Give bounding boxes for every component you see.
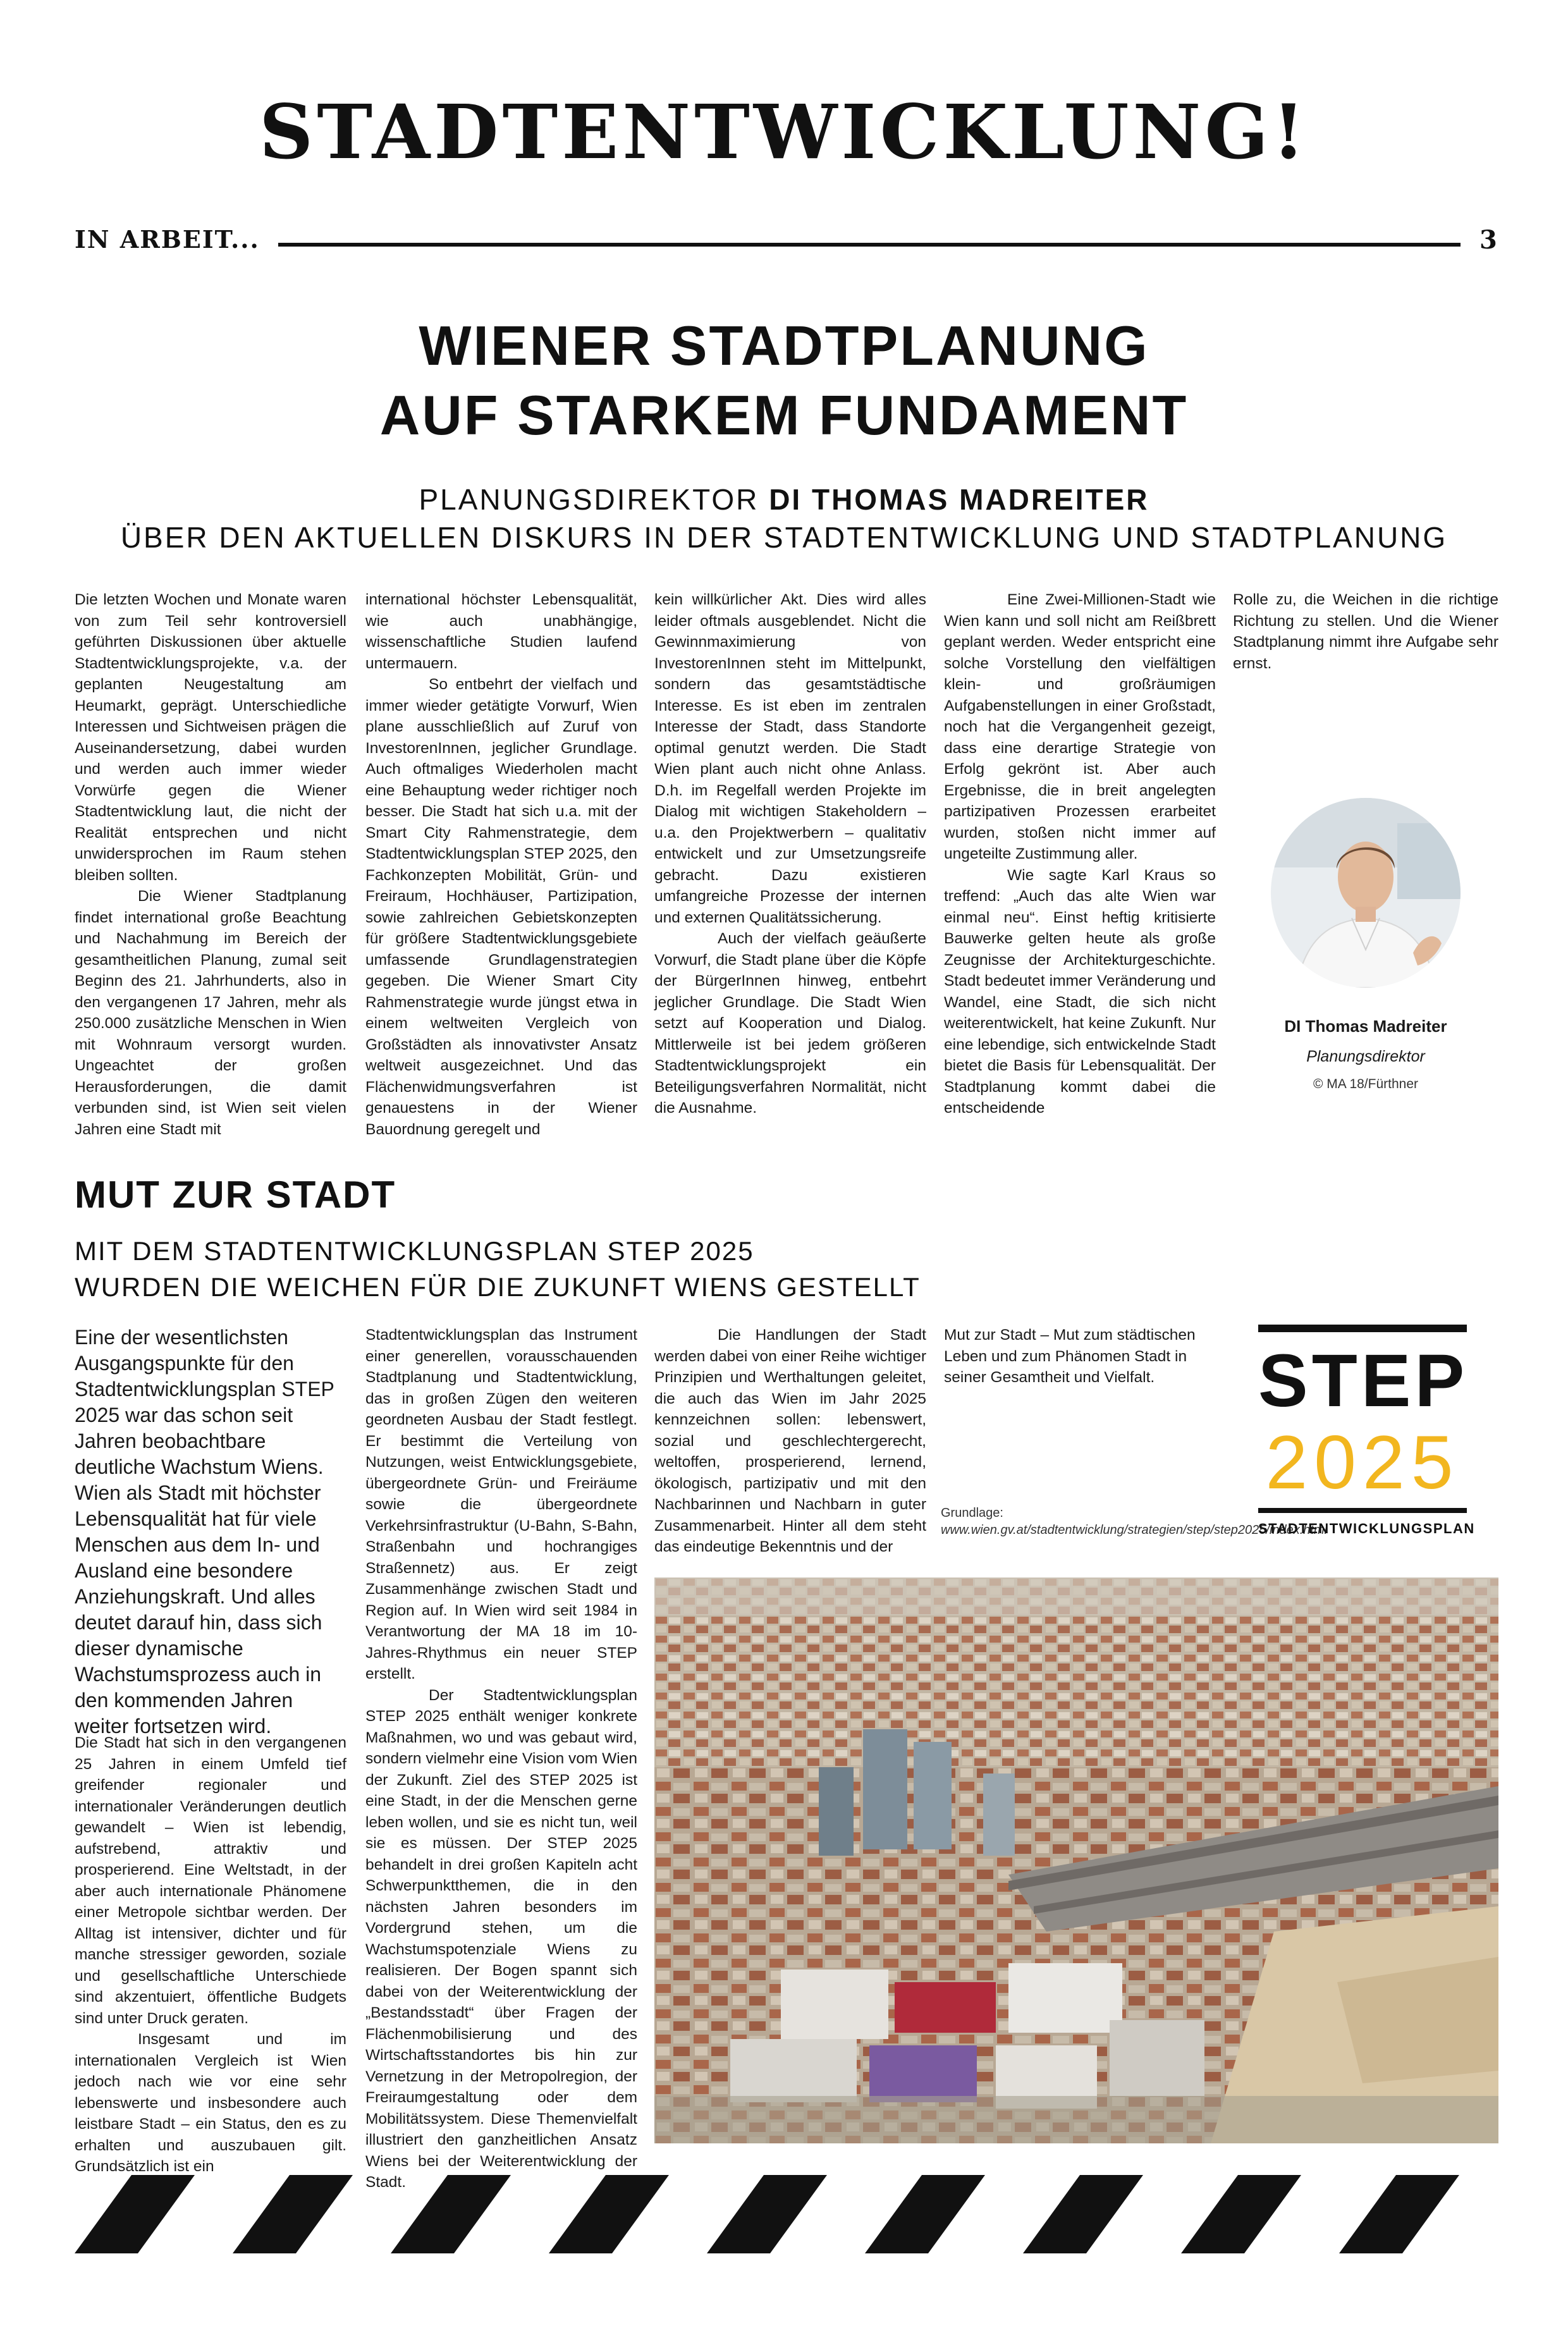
article1-column-5 [1233,589,1498,674]
header-rule [278,243,1461,247]
article2-column-1 [75,1732,346,2178]
photo-caption-role: Planungsdirektor [1306,1048,1425,1065]
article2-title: MUT ZUR STADT [75,1173,396,1216]
masthead-title: STADTENTWICKLUNG! [259,88,1309,176]
article-subtitle-line2: ÜBER DEN AKTUELLEN DISKURS IN DER STADTENTWICKLUNG UND STADTPLANUNG [120,521,1448,554]
paragraph: Die Stadt hat sich in den vergangenen 25 Jahren in einem Umfeld tief greifender regionaler und internationaler Veränderungen deutlich gewandelt – Wien ist lebendig, aufstrebend, attraktiv und prosperierend. Eine Weltstadt, in der aber auch internationale Phänomene einer Metropole sichtbar werden. Der Alltag ist intensiver, dichter und für manche stressiger geworden, soziale und gesellschaftliche Unterschiede sind akzentuiert, öffentliche Budgets sind unter Druck geraten. [75,1734,346,2027]
article-title [0,311,1568,450]
paragraph: Stadtentwicklungsplan das Instrument einer generellen, vorausschauenden Stadtplanung und Stadtentwicklung, das in großen Zügen den weiteren geordneten Ausbau der Stadt festlegt. Er bestimmt die Verteilung von Nutzungen, weist Entwicklungsgebiete, übergeordnete Grün- und Freiräume sowie die übergeordnete Verkehrsinfrastruktur (U-Bahn, S-Bahn, Straßenbahn und hochrangiges Straßennetz) aus. Er zeigt Zusammenhänge zwischen Stadt und Region auf. In Wien wird seit 1984 in Verantwortung der MA 18 im 10-Jahres-Rhythmus ein neuer STEP erstellt. [365,1326,637,1682]
article2-lead: Eine der wesentlichsten Ausgangspunkte für den Stadtentwicklungsplan STEP 2025 war das schon seit Jahren beobachtbare deutliche Wachstum Wiens. Wien als Stadt mit höchster Lebensqualität hat für viele Menschen aus dem In- und Ausland eine besondere Anziehungskraft. Und alles deutet darauf hin, dass sich dieser dynamische Wachstumsprozess auch in den kommenden Jahren weiter fortsetzen wird. [75,1326,334,1737]
article1-column-1 [75,589,346,1140]
portrait-image [1271,798,1461,988]
paragraph: Rolle zu, die Weichen in die richtige Richtung zu stellen. Und die Wiener Stadtplanung nimmt ihre Aufgabe sehr ernst. [1233,591,1498,672]
article1-column-4 [944,589,1216,1119]
paragraph: Eine Zwei-Millionen-Stadt wie Wien kann und soll nicht am Reißbrett geplant werden. Weder entspricht eine solche Vorstellung den vielfältigen klein- und großräumigen Aufgabenstellungen in einer Großstadt, noch hat die Vergangenheit gezeigt, dass eine derartige Strategie von Erfolg gekrönt ist. Aber auch Ergebnisse, die in breit angelegten partizipativen Prozessen erarbeitet wurden, stoßen nicht immer auf ungeteilte Zustimmung aller. [944,591,1216,862]
paragraph: Die Wiener Stadtplanung findet international große Beachtung und Nachahmung im Bereich der gesamtheitlichen Planung, zumal seit Beginn des 21. Jahrhunderts, also in den vergangenen 17 Jahren, mehr als 250.000 zusätzliche Menschen in Wien mit Wohnraum versorgt wurden. Ungeachtet der großen Herausforderungen, die damit verbunden sind, ist Wien seit vielen Jahren eine Stadt mit [75,888,346,1138]
logo-word: STEP [1258,1339,1469,1423]
article1-column-2 [365,589,637,1140]
article2-subtitle-line1: MIT DEM STADTENTWICKLUNGSPLAN STEP 2025 [75,1236,754,1266]
article-title-line1: WIENER STADTPLANUNG [419,314,1149,377]
article1-column-3 [654,589,926,1119]
logo-subline: STADTENTWICKLUNGSPLAN [1258,1521,1475,1536]
article2-subtitle [75,1233,921,1305]
article-title-line2: AUF STARKEM FUNDAMENT [379,384,1189,446]
paragraph: Insgesamt und im internationalen Vergleich ist Wien jedoch nach wie vor eine sehr lebenswerte und insbesondere auch leistbare Stadt – ein Status, den es zu erhalten und auszubauen gilt. Grundsätzlich ist ein [75,2031,346,2175]
paragraph: international höchster Lebensqualität, wie auch unabhängige, wissenschaftliche Studien laufend untermauern. [365,591,637,672]
article2-column-3 [654,1325,926,1558]
paragraph: Die Handlungen der Stadt werden dabei von einer Reihe wichtiger Prinzipien und Werthaltungen geleitet, die auch das Wien im Jahr 2025 kennzeichnen sollen: lebenswert, sozial und geschlechtergerecht, weltoffen, prosperierend, lernend, ökologisch, partizipativ und mit den Nachbarinnen und Nachbarn in guter Zusammenarbeit. Hinter all dem steht das eindeutige Bekenntnis und der [654,1326,926,1555]
paragraph: kein willkürlicher Akt. Dies wird alles leider oftmals ausgeblendet. Nicht die Gewinnmaximierung von InvestorenInnen steht im Mittelpunkt, sondern das gesamtstädtische Interesse. Es ist eben im zentralen Interesse der Stadt, dass Standorte optimal genutzt werden. Die Stadt Wien plant auch nicht ohne Anlass. D.h. im Regelfall werden Projekte im Dialog mit wichtigen Stakeholdern – u.a. den Projektwerbern – qualitativ entwickelt und zur Umsetzungsreife gebracht. Dazu existieren umfangreiche Prozesse der internen und externen Qualitätssicherung. [654,591,926,926]
section-label: IN ARBEIT... [75,225,260,254]
logo-bar-bottom [1258,1508,1467,1513]
photo-caption-name: DI Thomas Madreiter [1284,1017,1447,1036]
subtitle-prefix: PLANUNGSDIREKTOR [419,483,759,516]
article-subtitle-line1 [0,482,1568,518]
paragraph: So entbehrt der vielfach und immer wieder getätigte Vorwurf, Wien plane ausschließlich auf Zuruf von InvestorenInnen, jeglicher Grundlage. Auch oftmaliges Wiederholen macht eine Behauptung weder richtiger noch besser. Die Stadt hat sich u.a. mit der Smart City Rahmenstrategie, dem Stadtentwicklungsplan STEP 2025, den Fachkonzepten Mobilität, Grün- und Freiraum, Hochhäuser, Partizipation, sowie zahlreichen Gebietskonzepten für größere Stadtentwicklungsgebiete umfassende Grundlagenstrategien gegeben. Die Wiener Smart City Rahmenstrategie wurde jüngst etwa in einem weltweiten Vergleich von Großstädten als innovativster Ansatz weltweit ausgezeichnet. Und das Flächenwidmungsverfahren ist genauestens in der Wiener Bauordnung geregelt und [365,676,637,1138]
step-2025-logo [1258,1325,1475,1546]
article2-column-4 [944,1325,1216,1388]
source-url: www.wien.gv.at/stadtentwicklung/strategien/step/step2025/index.html [941,1523,1328,1537]
article2-subtitle-line2: WURDEN DIE WEICHEN FÜR DIE ZUKUNFT WIENS GESTELLT [75,1272,921,1302]
source-note [941,1505,1328,1539]
aerial-image [654,1577,1498,2143]
hazard-stripe-band [75,2175,1494,2253]
subtitle-name: DI THOMAS MADREITER [769,483,1149,516]
article2-column-2 [365,1325,637,2193]
portrait-photo [1271,798,1461,988]
paragraph: Der Stadtentwicklungsplan STEP 2025 enthält weniger konkrete Maßnahmen, wo und was gebaut wird, sondern vielmehr eine Vision vom Wien der Zukunft. Ziel des STEP 2025 ist eine Stadt, in der die Menschen gerne leben wollen, und sie es nicht tun, weil sie es müssen. Der STEP 2025 behandelt in drei großen Kapiteln acht Schwerpunktthemen, die in den nächsten Jahren besonders im Vordergrund stehen, um die Wachstumspotenziale Wiens zu realisieren. Der Bogen spannt sich dabei von der Weiterentwicklung der „Bestandsstadt“ über Fragen der Flächenmobilisierung und des Wirtschaftsstandortes bis hin zur Vernetzung in der Metropolregion, der Freiraumgestaltung oder dem Mobilitätssystem. Diese Themenvielfalt illustriert den ganzheitlichen Ansatz Wiens bei der Weiterentwicklung der Stadt. [365,1686,637,2191]
hazard-stripes [75,2175,1494,2253]
paragraph: Mut zur Stadt – Mut zum städtischen Leben und zum Phänomen Stadt in seiner Gesamtheit und Vielfalt. [944,1326,1196,1386]
paragraph: Wie sagte Karl Kraus so treffend: „Auch das alte Wien war einmal neu“. Einst heftig kritisierte Bauwerke gelten heute als große Zeugnisse der Architekturgeschichte. Stadt bedeutet immer Veränderung und Wandel, eine Stadt, die sich nicht weiterentwickelt, hat keine Zukunft. Nur eine lebendige, sich entwickelnde Stadt bietet die Basis für Lebensqualität. Der Stadtplanung kommt dabei die entscheidende [944,866,1216,1117]
logo-year: 2025 [1265,1420,1460,1505]
logo-bar-top [1258,1325,1467,1332]
paragraph: Auch der vielfach geäußerte Vorwurf, die Stadt plane über die Köpfe der BürgerInnen hinweg, entbehrt jeglicher Grundlage. Die Stadt Wien setzt auf Kooperation und Dialog. Mittlerweile ist bei jedem größeren Stadtentwicklungsprojekt ein Beteiligungsverfahren Normalität, nicht die Ausnahme. [654,930,926,1117]
source-label: Grundlage: [941,1506,1003,1520]
paragraph: Die letzten Wochen und Monate waren von zum Teil sehr kontroversiell geführten Diskussionen über aktuelle Stadtentwicklungsprojekte, v.a. der geplanten Neugestaltung am Heumarkt, geprägt. Unterschiedliche Interessen und Sichtweisen prägen die Auseinandersetzung, dabei wurden und werden auch immer wieder Vorwürfe gegen die Wiener Stadtentwicklung laut, die nicht der Realität entsprechen und nicht unwidersprochen im Raum stehen bleiben sollten. [75,591,346,884]
photo-credit: © MA 18/Fürthner [1313,1077,1419,1091]
aerial-city-photo [654,1577,1498,2143]
page-number: 3 [1479,225,1497,255]
